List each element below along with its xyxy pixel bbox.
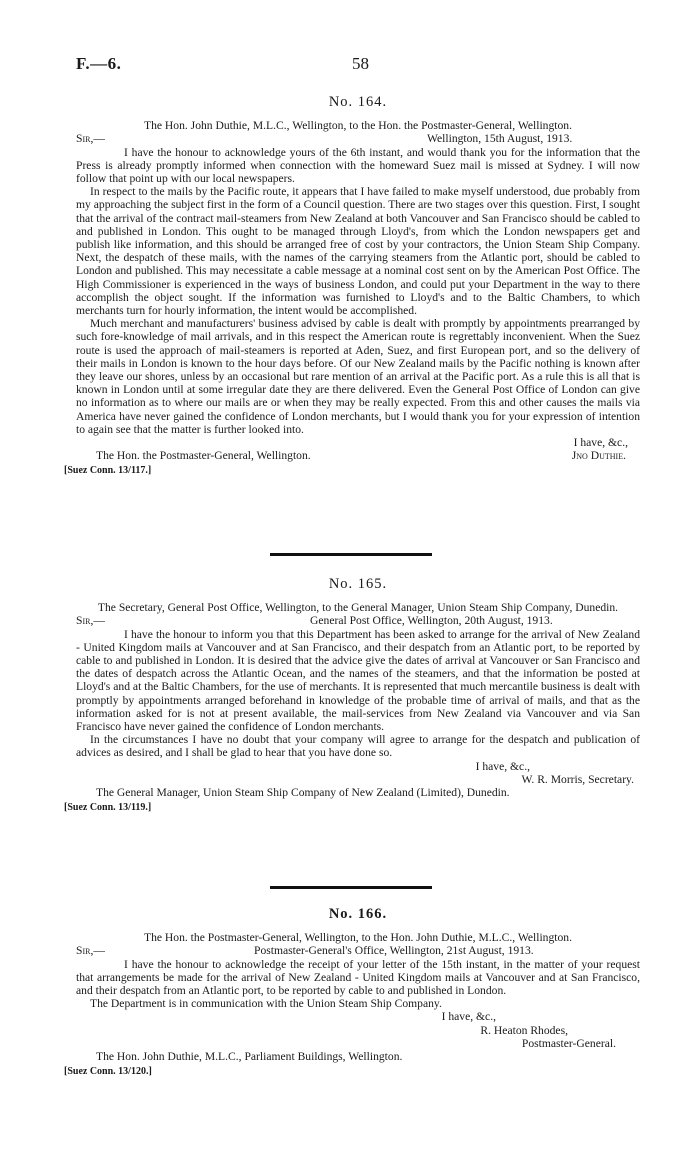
- paragraph: Much merchant and manufacturers' business advised by cable is dealt with promptly by appointments prearranged by such fore-knowledge of mail arrivals, and in this respect the American route is regrettably inconvenient. When the Suez route is used the approach of mail-steamers is reported at Aden, Suez, and first European port, and so the delivery of their mails in London is known to the hour days before. Of our New Zealand mails by the Pacific nothing is known after they leave our shores, unless by an occasional but rare mention of an arrival at the Pacific port. As a rule this is all that is known in London until at some irregular date they are there delivered. Even the General Post Office of London can give no information as to where our mails are or when they may be really expected. From this and other causes the mails via America have never gained the confidence of London merchants, but I would thank you for your expression of intention to again see that the matter is further looked into.: [76, 317, 640, 436]
- paragraph: I have the honour to acknowledge the receipt of your letter of the 15th instant, in the matter of your request that arrangements be made for the arrival of New Zealand - United Kingdom mails at Vancouver and at San Francisco, and their despatch from an Atlantic port, to be reported by cable to and published in London.: [76, 957, 640, 997]
- page-header: [76, 54, 640, 78]
- closing: I have, &c.,: [573, 436, 628, 450]
- paragraph: I have the honour to acknowledge yours of the 6th instant, and would thank you for the information that the Press is already promptly informed when connection with the homeward Suez mail is missed at Sydney. I will now follow that point up with our local newspapers.: [76, 145, 640, 185]
- letter-165: [64, 576, 640, 814]
- dateline: Postmaster-General's Office, Wellington, 21st August, 1913.: [254, 944, 534, 958]
- dateline: General Post Office, Wellington, 20th August, 1913.: [310, 614, 553, 628]
- letter-number: No. 166.: [328, 906, 388, 922]
- signature-title: Postmaster-General.: [521, 1036, 616, 1050]
- paragraph: The Department is in communication with the Union Steam Ship Company.: [90, 997, 442, 1011]
- file-reference: [Suez Conn. 13/119.]: [64, 802, 152, 814]
- signature: R. Heaton Rhodes,: [480, 1023, 568, 1037]
- addressee: The Hon. John Duthie, M.L.C., Parliament Buildings, Wellington.: [96, 1050, 403, 1064]
- section-divider: [270, 886, 432, 889]
- file-reference: [Suez Conn. 13/117.]: [64, 465, 152, 477]
- letter-166: [64, 906, 640, 1078]
- letter-address: The Secretary, General Post Office, Wellington, to the General Manager, Union Steam Ship Company, Dunedin.: [97, 601, 619, 615]
- letter-address: The Hon. the Postmaster-General, Wellington, to the Hon. John Duthie, M.L.C., Wellington.: [144, 931, 572, 945]
- page-number: 58: [352, 54, 369, 73]
- paragraph: In respect to the mails by the Pacific route, it appears that I have failed to make myself understood, due probably from my approaching the subject first in the form of a Council question. There are two stages over this question. First, I sought that the arrival of the contract mail-steamers from New Zealand at both Vancouver and San Francisco should be cabled to and published in London. This ought to be managed through Lloyd's, from which the London newspapers get and publish like information, and this should be arranged free of cost by your contractors, the Union Steam Ship Company. Next, the despatch of these mails, with the names of the carrying steamers from the Atlantic port, should be cabled to London and published. This may necessitate a cable message at a nominal cost sent on by the American Post Office. The High Commissioner is experienced in the ways of business London, and could put your Department in the way to there accomplish the object sought. If the information was furnished to Lloyd's and to the Baltic Chambers, to which merchants turn for hourly information, the intent would be accomplished.: [76, 185, 640, 318]
- signature: W. R. Morris, Secretary.: [521, 772, 634, 786]
- section-divider: [270, 553, 432, 556]
- paragraph: In the circumstances I have no doubt that your company will agree to arrange for the despatch and publication of advices as desired, and I shall be glad to hear that you have done so.: [76, 733, 640, 760]
- salutation: Sir,—: [76, 614, 105, 628]
- closing: I have, &c.,: [441, 1010, 496, 1024]
- document-reference: F.—6.: [76, 54, 122, 73]
- paragraph: I have the honour to inform you that this Department has been asked to arrange for the arrival of New Zealand - United Kingdom mails at Vancouver and at San Francisco, and their despatch from an Atlantic port, to be reported by cable to and published in London. It is desired that the advice give the dates of arrival at Vancouver or San Francisco and the dates of despatch across the Atlantic Ocean, and the names of the steamers, and that the information be posted at Lloyd's and at the Baltic Chambers, for the use of merchants. It is represented that much mercantile business is dealt with promptly by appointments arranged beforehand in knowledge of the probable time of arrival of mails, and that as the information asked for is not at present available, the mail-services from New Zealand via Vancouver and via San Francisco have never gained the confidence of London merchants.: [76, 627, 640, 734]
- letter-address: The Hon. John Duthie, M.L.C., Wellington, to the Hon. the Postmaster-General, Wellington.: [144, 119, 572, 133]
- dateline: Wellington, 15th August, 1913.: [427, 132, 573, 146]
- letter-number: No. 164.: [328, 94, 388, 110]
- salutation: Sir,—: [76, 944, 105, 958]
- file-reference: [Suez Conn. 13/120.]: [64, 1066, 152, 1078]
- letter-164: [64, 94, 640, 478]
- signature: Jno Duthie.: [571, 449, 626, 463]
- letter-number: No. 165.: [328, 576, 388, 592]
- addressee: The General Manager, Union Steam Ship Company of New Zealand (Limited), Dunedin.: [96, 786, 510, 800]
- closing: I have, &c.,: [475, 759, 530, 773]
- salutation: Sir,—: [76, 132, 105, 146]
- addressee: The Hon. the Postmaster-General, Wellington.: [96, 449, 311, 463]
